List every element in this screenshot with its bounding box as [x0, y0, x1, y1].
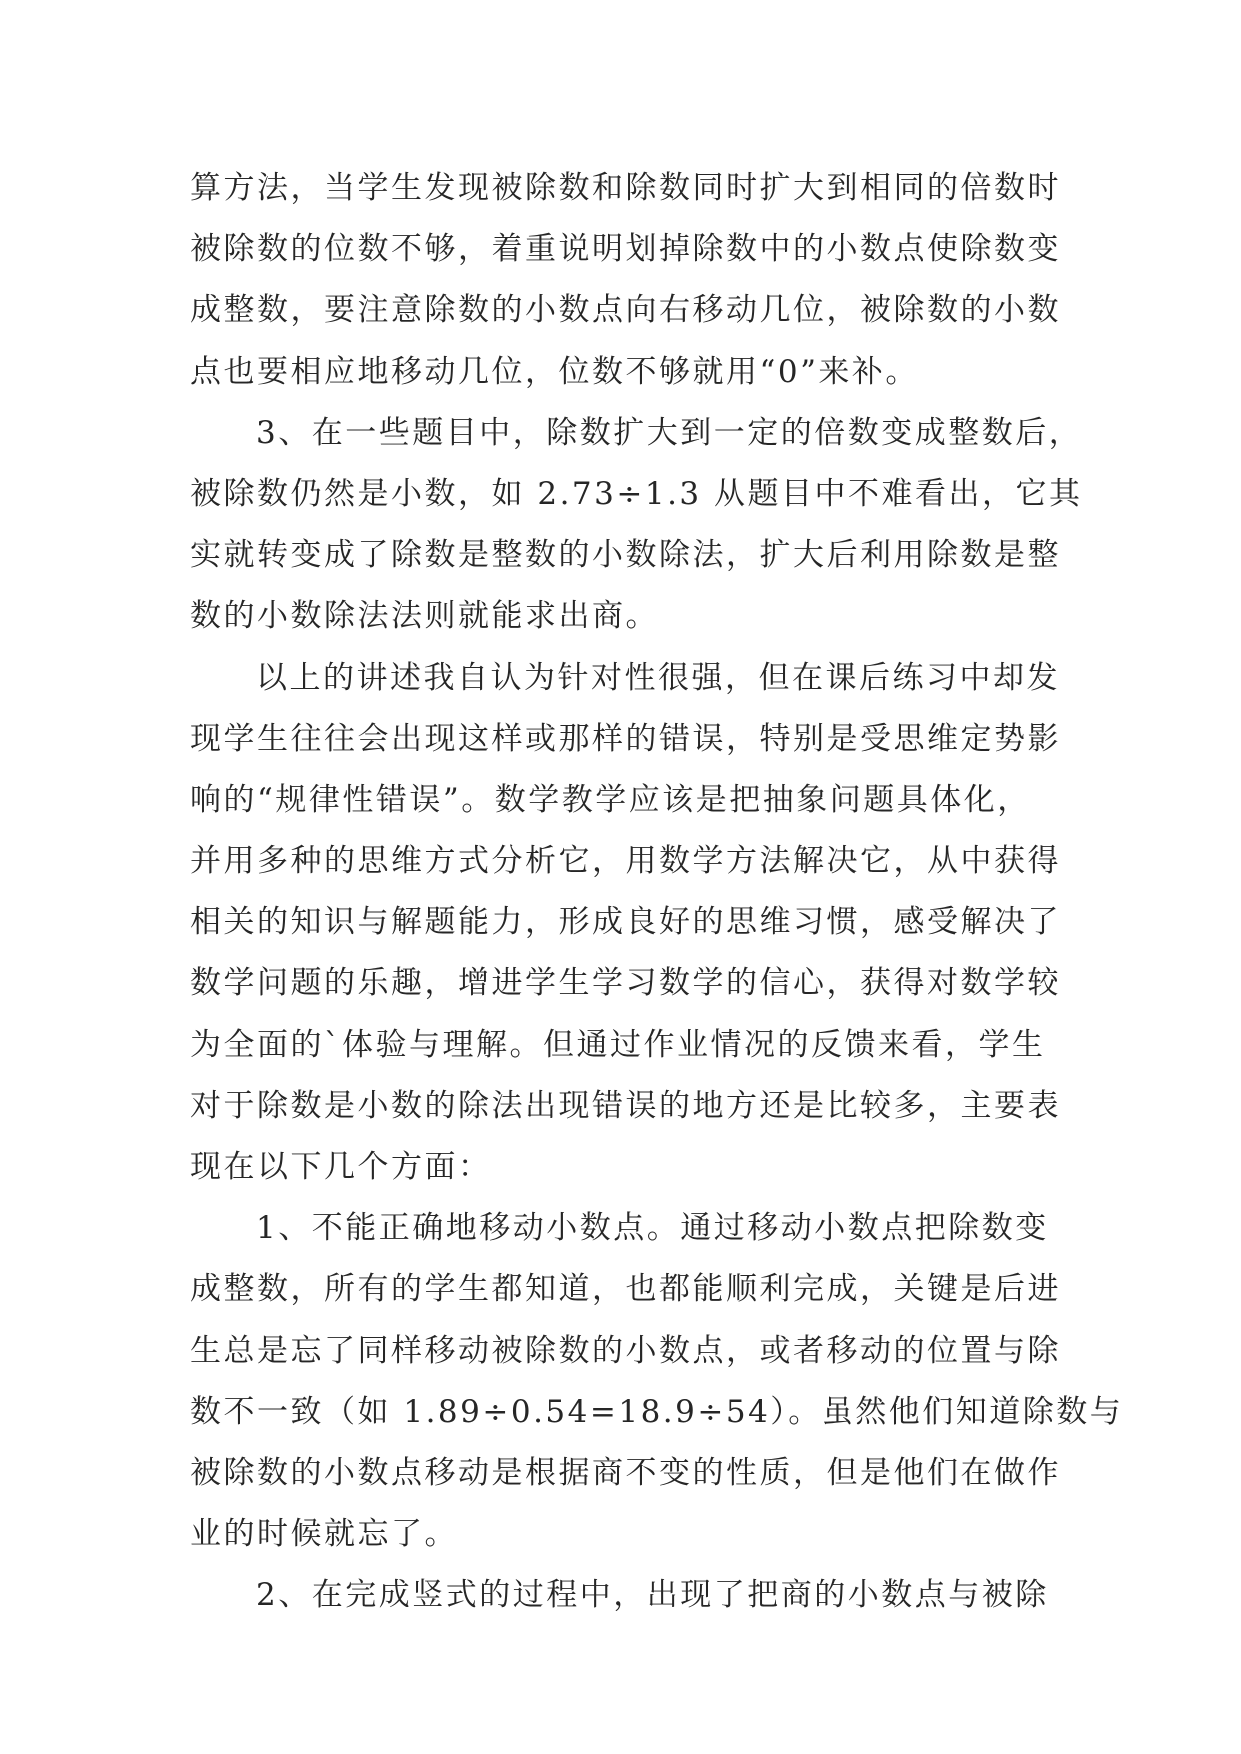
text-line: 并用多种的思维方式分析它，用数学方法解决它，从中获得 [190, 843, 1061, 880]
text-line: 现学生往往会出现这样或那样的错误，特别是受思维定势影 [190, 720, 1061, 757]
text-line: 数不一致（如 1.89÷0.54=18.9÷54）。虽然他们知道除数与 [190, 1393, 1124, 1430]
text-line: 被除数仍然是小数，如 2.73÷1.3 从题目中不难看出，它其 [190, 475, 1083, 512]
text-line: 业的时候就忘了。 [190, 1516, 458, 1553]
paragraph-first-line: 2、在完成竖式的过程中，出现了把商的小数点与被除 [256, 1577, 1049, 1614]
text-line: 相关的知识与解题能力，形成良好的思维习惯，感受解决了 [190, 904, 1061, 941]
text-line: 对于除数是小数的除法出现错误的地方还是比较多，主要表 [190, 1087, 1061, 1124]
text-line: 现在以下几个方面： [190, 1149, 492, 1185]
text-line: 实就转变成了除数是整数的小数除法，扩大后利用除数是整 [190, 537, 1061, 574]
text-line: 为全面的`体验与理解。但通过作业情况的反馈来看，学生 [190, 1026, 1046, 1063]
paragraph-first-line: 以上的讲述我自认为针对性很强，但在课后练习中却发 [256, 659, 1060, 696]
paragraph-first-line: 1、不能正确地移动小数点。通过移动小数点把除数变 [256, 1210, 1049, 1247]
text-line: 点也要相应地移动几位，位数不够就用“0”来补。 [190, 353, 919, 390]
paragraph-first-line: 3、在一些题目中，除数扩大到一定的倍数变成整数后， [256, 414, 1083, 451]
text-line: 算方法，当学生发现被除数和除数同时扩大到相同的倍数时 [190, 170, 1061, 206]
document-body [190, 158, 1124, 1627]
text-line: 被除数的位数不够，着重说明划掉除数中的小数点使除数变 [190, 231, 1061, 268]
text-line: 生总是忘了同样移动被除数的小数点，或者移动的位置与除 [190, 1332, 1061, 1369]
text-line: 数学问题的乐趣，增进学生学习数学的信心，获得对数学较 [190, 965, 1061, 1002]
text-line: 数的小数除法法则就能求出商。 [190, 598, 659, 635]
text-line: 被除数的小数点移动是根据商不变的性质，但是他们在做作 [190, 1454, 1061, 1491]
text-line: 响的“规律性错误”。数学教学应该是把抽象问题具体化， [190, 781, 1031, 818]
text-line: 成整数，所有的学生都知道，也都能顺利完成，关键是后进 [190, 1271, 1061, 1308]
text-line: 成整数，要注意除数的小数点向右移动几位，被除数的小数 [190, 292, 1061, 329]
